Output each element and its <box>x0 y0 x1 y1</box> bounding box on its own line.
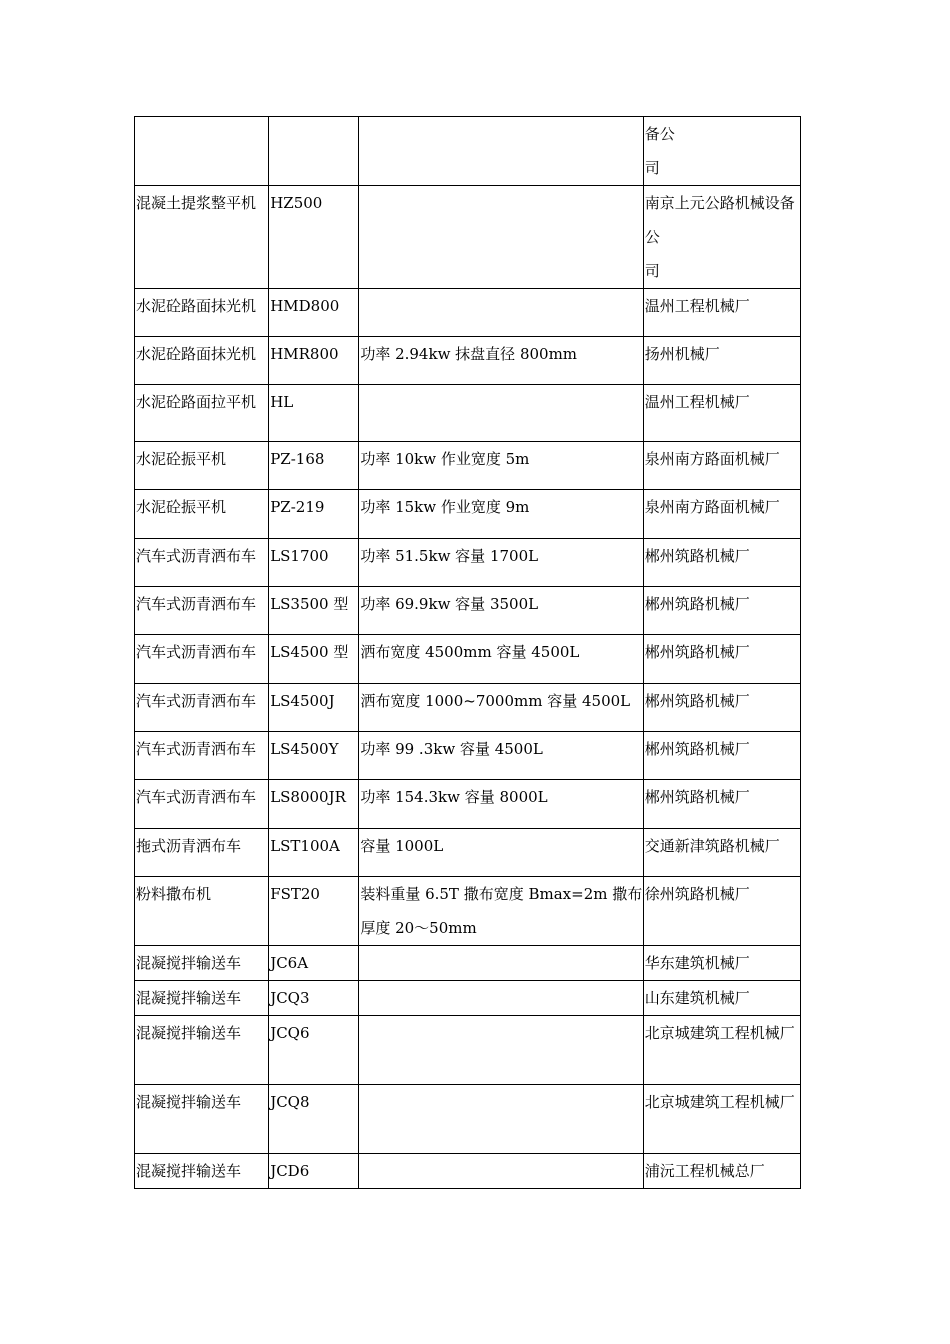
equipment-name-cell <box>135 289 269 337</box>
manufacturer-text: 郴州筑路机械厂 <box>644 692 750 710</box>
manufacturer-text: 郴州筑路机械厂 <box>644 788 750 806</box>
equipment-name-cell <box>135 780 269 829</box>
equipment-name-text: 拖式沥青洒布车 <box>136 837 242 855</box>
spec-text: 功率 69.9kw 容量 3500L <box>360 595 539 613</box>
table-row <box>135 289 801 337</box>
spec-text: 洒布宽度 4500mm 容量 4500L <box>360 643 580 661</box>
spec-text: 功率 99 .3kw 容量 4500L <box>360 740 543 758</box>
manufacturer-cell <box>643 946 800 981</box>
model-text: LS8000JR <box>270 788 346 806</box>
model-text: LS4500 型 <box>270 643 349 661</box>
model-cell <box>269 442 359 490</box>
model-text: JCD6 <box>270 1162 310 1180</box>
manufacturer-text: 南京上元公路机械设备公 司 <box>644 194 795 280</box>
spec-text: 功率 10kw 作业宽度 5m <box>360 450 530 468</box>
spec-cell <box>359 732 643 780</box>
manufacturer-text: 山东建筑机械厂 <box>644 989 750 1007</box>
model-cell <box>269 186 359 289</box>
model-text: LS3500 型 <box>270 595 349 613</box>
equipment-name-text: 汽车式沥青洒布车 <box>136 788 257 806</box>
model-text: LS1700 <box>270 547 329 565</box>
spec-cell <box>359 780 643 829</box>
table-row <box>135 684 801 732</box>
model-text: LS4500Y <box>270 740 339 758</box>
equipment-name-cell <box>135 946 269 981</box>
model-text: LS4500J <box>270 692 335 710</box>
table-row <box>135 186 801 289</box>
table-row <box>135 946 801 981</box>
model-cell <box>269 539 359 587</box>
manufacturer-cell <box>643 385 800 442</box>
table-row <box>135 780 801 829</box>
model-cell <box>269 780 359 829</box>
model-cell <box>269 587 359 635</box>
manufacturer-cell <box>643 635 800 684</box>
spec-cell <box>359 635 643 684</box>
manufacturer-text: 交通新津筑路机械厂 <box>644 837 780 855</box>
equipment-name-cell <box>135 1016 269 1085</box>
manufacturer-text: 郴州筑路机械厂 <box>644 595 750 613</box>
spec-cell <box>359 946 643 981</box>
model-text: LST100A <box>270 837 340 855</box>
equipment-name-text: 混凝搅拌输送车 <box>136 1093 242 1111</box>
model-cell <box>269 385 359 442</box>
model-text: HMD800 <box>270 297 340 315</box>
model-cell <box>269 1016 359 1085</box>
model-cell <box>269 490 359 539</box>
manufacturer-cell <box>643 877 800 946</box>
manufacturer-cell <box>643 829 800 877</box>
spec-text: 洒布宽度 1000~7000mm 容量 4500L <box>360 692 631 710</box>
model-cell <box>269 946 359 981</box>
model-cell <box>269 1154 359 1189</box>
table-row <box>135 732 801 780</box>
spec-text: 装料重量 6.5T 撒布宽度 Bmax=2m 撒布厚度 20～50mm <box>360 885 643 937</box>
manufacturer-cell <box>643 587 800 635</box>
manufacturer-cell <box>643 117 800 186</box>
spec-cell <box>359 490 643 539</box>
model-cell <box>269 1085 359 1154</box>
equipment-name-text: 水泥砼路面抹光机 <box>136 297 257 315</box>
manufacturer-cell <box>643 981 800 1016</box>
manufacturer-text: 温州工程机械厂 <box>644 393 750 411</box>
table-row <box>135 981 801 1016</box>
spec-cell <box>359 337 643 385</box>
equipment-name-cell <box>135 877 269 946</box>
spec-cell <box>359 1016 643 1085</box>
equipment-name-cell <box>135 587 269 635</box>
manufacturer-text: 徐州筑路机械厂 <box>644 885 750 903</box>
table-row <box>135 117 801 186</box>
manufacturer-text: 郴州筑路机械厂 <box>644 643 750 661</box>
table-row <box>135 1085 801 1154</box>
equipment-name-text: 水泥砼振平机 <box>136 450 227 468</box>
spec-text: 容量 1000L <box>360 837 444 855</box>
spec-text: 功率 2.94kw 抹盘直径 800mm <box>360 345 578 363</box>
model-cell <box>269 732 359 780</box>
model-text: FST20 <box>270 885 320 903</box>
equipment-name-cell <box>135 539 269 587</box>
spec-cell <box>359 442 643 490</box>
manufacturer-text: 温州工程机械厂 <box>644 297 750 315</box>
spec-cell <box>359 289 643 337</box>
equipment-name-cell <box>135 829 269 877</box>
table-row <box>135 1154 801 1189</box>
table-row <box>135 539 801 587</box>
equipment-name-cell <box>135 337 269 385</box>
equipment-name-cell <box>135 732 269 780</box>
equipment-name-text: 汽车式沥青洒布车 <box>136 643 257 661</box>
manufacturer-text: 北京城建筑工程机械厂 <box>644 1093 795 1111</box>
model-text: JCQ8 <box>270 1093 310 1111</box>
manufacturer-text: 华东建筑机械厂 <box>644 954 750 972</box>
equipment-name-text: 汽车式沥青洒布车 <box>136 692 257 710</box>
manufacturer-text: 泉州南方路面机械厂 <box>644 450 780 468</box>
model-text: JCQ3 <box>270 989 310 1007</box>
equipment-name-cell <box>135 684 269 732</box>
table-row <box>135 385 801 442</box>
manufacturer-cell <box>643 732 800 780</box>
model-text: PZ-219 <box>270 498 325 516</box>
equipment-name-cell <box>135 1085 269 1154</box>
equipment-name-cell <box>135 635 269 684</box>
spec-cell <box>359 1085 643 1154</box>
spec-cell <box>359 117 643 186</box>
manufacturer-cell <box>643 289 800 337</box>
table-row <box>135 1016 801 1085</box>
manufacturer-cell <box>643 442 800 490</box>
equipment-name-text: 水泥砼路面拉平机 <box>136 393 257 411</box>
table-row <box>135 587 801 635</box>
equipment-name-text: 水泥砼振平机 <box>136 498 227 516</box>
equipment-table <box>134 116 801 1189</box>
table-row <box>135 877 801 946</box>
equipment-name-text: 混凝土提浆整平机 <box>136 194 257 212</box>
manufacturer-cell <box>643 1154 800 1189</box>
equipment-name-cell <box>135 117 269 186</box>
manufacturer-text: 浦沅工程机械总厂 <box>644 1162 765 1180</box>
spec-cell <box>359 684 643 732</box>
model-text: HZ500 <box>270 194 323 212</box>
equipment-name-cell <box>135 1154 269 1189</box>
spec-text: 功率 154.3kw 容量 8000L <box>360 788 548 806</box>
equipment-name-text: 混凝搅拌输送车 <box>136 1162 242 1180</box>
equipment-name-text: 汽车式沥青洒布车 <box>136 740 257 758</box>
spec-cell <box>359 829 643 877</box>
manufacturer-cell <box>643 684 800 732</box>
model-cell <box>269 337 359 385</box>
spec-text: 功率 51.5kw 容量 1700L <box>360 547 539 565</box>
model-text: PZ-168 <box>270 450 325 468</box>
model-cell <box>269 684 359 732</box>
spec-cell <box>359 981 643 1016</box>
model-cell <box>269 877 359 946</box>
table-row <box>135 635 801 684</box>
manufacturer-cell <box>643 337 800 385</box>
model-text: JCQ6 <box>270 1024 310 1042</box>
model-cell <box>269 981 359 1016</box>
equipment-name-cell <box>135 981 269 1016</box>
equipment-name-text: 汽车式沥青洒布车 <box>136 595 257 613</box>
model-cell <box>269 117 359 186</box>
equipment-name-cell <box>135 490 269 539</box>
model-cell <box>269 289 359 337</box>
spec-cell <box>359 1154 643 1189</box>
manufacturer-text: 郴州筑路机械厂 <box>644 547 750 565</box>
manufacturer-text: 北京城建筑工程机械厂 <box>644 1024 795 1042</box>
equipment-name-text: 混凝搅拌输送车 <box>136 1024 242 1042</box>
table-row <box>135 337 801 385</box>
manufacturer-cell <box>643 539 800 587</box>
manufacturer-text: 泉州南方路面机械厂 <box>644 498 780 516</box>
manufacturer-text: 扬州机械厂 <box>644 345 720 363</box>
table-body <box>135 117 801 1189</box>
spec-cell <box>359 186 643 289</box>
table-row <box>135 829 801 877</box>
equipment-name-text: 水泥砼路面抹光机 <box>136 345 257 363</box>
manufacturer-text: 郴州筑路机械厂 <box>644 740 750 758</box>
equipment-name-text: 粉料撒布机 <box>136 885 212 903</box>
model-cell <box>269 829 359 877</box>
manufacturer-cell <box>643 1085 800 1154</box>
equipment-name-cell <box>135 385 269 442</box>
table-row <box>135 442 801 490</box>
spec-cell <box>359 385 643 442</box>
model-text: HMR800 <box>270 345 339 363</box>
manufacturer-cell <box>643 1016 800 1085</box>
manufacturer-cell <box>643 186 800 289</box>
equipment-name-text: 混凝搅拌输送车 <box>136 989 242 1007</box>
spec-cell <box>359 587 643 635</box>
equipment-name-cell <box>135 186 269 289</box>
equipment-name-cell <box>135 442 269 490</box>
spec-cell <box>359 539 643 587</box>
model-text: JC6A <box>270 954 309 972</box>
manufacturer-cell <box>643 780 800 829</box>
model-text: HL <box>270 393 294 411</box>
manufacturer-text: 备公 司 <box>644 125 675 177</box>
spec-text: 功率 15kw 作业宽度 9m <box>360 498 530 516</box>
spec-cell <box>359 877 643 946</box>
model-cell <box>269 635 359 684</box>
equipment-name-text: 混凝搅拌输送车 <box>136 954 242 972</box>
equipment-name-text: 汽车式沥青洒布车 <box>136 547 257 565</box>
table-row <box>135 490 801 539</box>
manufacturer-cell <box>643 490 800 539</box>
